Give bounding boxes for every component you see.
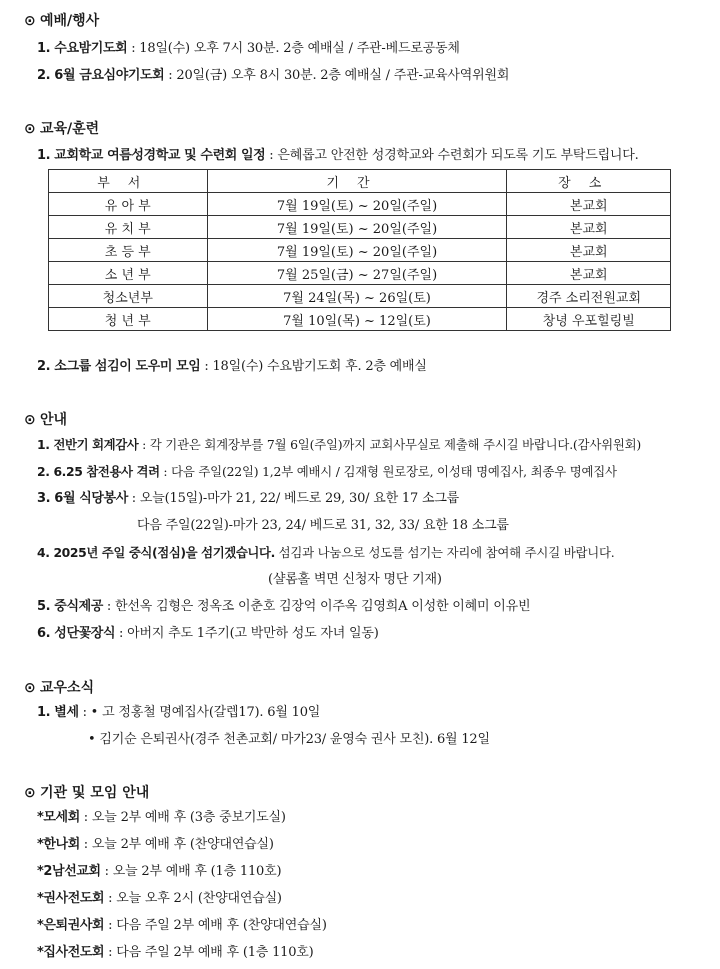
table-header-row <box>49 170 671 193</box>
group-item: *한나회 : 오늘 2부 예배 후 (찬양대연습실) <box>37 837 274 852</box>
notice-item-6: 6. 성단꽃장식 : 아버지 추도 1주기(고 박만하 성도 자녀 일동) <box>37 626 379 641</box>
circle-dot-icon: ⊙ <box>24 680 36 696</box>
circle-dot-icon: ⊙ <box>24 412 36 428</box>
groups-heading: ⊙ 기관 및 모임 안내 <box>24 785 150 801</box>
notice-item-5: 5. 중식제공 : 한선옥 김형은 정옥조 이춘호 김장억 이주옥 김영희A 이성한 이혜미 이유빈 <box>37 599 531 614</box>
table-row: 유 아 부 7월 19일(토) ~ 20일(주일) 본교회 <box>49 193 671 216</box>
table-row: 초 등 부 7월 19일(토) ~ 20일(주일) 본교회 <box>49 239 671 262</box>
group-item: *집사전도회 : 다음 주일 2부 예배 후 (1층 110호) <box>37 945 314 960</box>
schedule-table <box>48 169 671 331</box>
worship-item-2: 2. 6월 금요심야기도회 : 20일(금) 오후 8시 30분. 2층 예배실 / 주관-교육사역위원회 <box>37 68 510 83</box>
notice-item-3: 3. 6월 식당봉사 : 오늘(15일)-마가 21, 22/ 베드로 29, 30/ 요한 17 소그룹 <box>37 491 460 506</box>
header-period: 기간 <box>207 170 507 193</box>
notice-item-4-line-2: (샬롬홀 벽면 신청자 명단 기재) <box>268 572 442 587</box>
group-item: *2남선교회 : 오늘 2부 예배 후 (1층 110호) <box>37 864 282 879</box>
members-item-1-line-2: • 김기순 은퇴권사(경주 천촌교회/ 마가23/ 윤영숙 권사 모친). 6월 12일 <box>88 732 490 747</box>
header-dept: 부서 <box>49 170 208 193</box>
table-row: 유 치 부 7월 19일(토) ~ 20일(주일) 본교회 <box>49 216 671 239</box>
notice-item-4: 4. 2025년 주일 중식(점심)을 섬기겠습니다. 섬김과 나눔으로 성도를 섬기는 자리에 참여해 주시길 바랍니다. <box>37 545 615 560</box>
members-item-1: 1. 별세 : • 고 정홍철 명예집사(갈렙17). 6월 10일 <box>37 705 321 720</box>
header-place: 장소 <box>507 170 671 193</box>
circle-dot-icon: ⊙ <box>24 785 36 801</box>
table-row: 청소년부 7월 24일(목) ~ 26일(토) 경주 소리전원교회 <box>49 285 671 308</box>
notice-item-3-line-2: 다음 주일(22일)-마가 23, 24/ 베드로 31, 32, 33/ 요한 18 소그룹 <box>137 518 509 533</box>
notice-item-2: 2. 6.25 참전용사 격려 : 다음 주일(22일) 1,2부 예배시 / 김재형 원로장로, 이성태 명예집사, 최종우 명예집사 <box>37 464 617 479</box>
group-item: *모세회 : 오늘 2부 예배 후 (3층 중보기도실) <box>37 810 286 825</box>
group-item: *은퇴권사회 : 다음 주일 2부 예배 후 (찬양대연습실) <box>37 918 327 933</box>
worship-item-1: 1. 수요밤기도회 : 18일(수) 오후 7시 30분. 2층 예배실 / 주관-베드로공동체 <box>37 41 460 56</box>
members-heading: ⊙ 교우소식 <box>24 680 95 696</box>
circle-dot-icon: ⊙ <box>24 13 36 29</box>
group-item: *권사전도회 : 오늘 오후 2시 (찬양대연습실) <box>37 891 282 906</box>
education-item-1: 1. 교회학교 여름성경학교 및 수련회 일정 : 은혜롭고 안전한 성경학교와 수련회가 되도록 기도 부탁드립니다. <box>37 148 639 163</box>
table-row: 청 년 부 7월 10일(목) ~ 12일(토) 창녕 우포힐링빌 <box>49 308 671 331</box>
table-row: 소 년 부 7월 25일(금) ~ 27일(주일) 본교회 <box>49 262 671 285</box>
notice-item-1: 1. 전반기 회계감사 : 각 기관은 회계장부를 7월 6일(주일)까지 교회사무실로 제출해 주시길 바랍니다.(감사위원회) <box>37 437 642 452</box>
worship-heading: ⊙ 예배/행사 <box>24 13 100 29</box>
notice-heading: ⊙ 안내 <box>24 412 68 428</box>
circle-dot-icon: ⊙ <box>24 121 36 137</box>
education-heading: ⊙ 교육/훈련 <box>24 121 100 137</box>
education-item-2: 2. 소그룹 섬김이 도우미 모임 : 18일(수) 수요밤기도회 후. 2층 예배실 <box>37 359 427 374</box>
